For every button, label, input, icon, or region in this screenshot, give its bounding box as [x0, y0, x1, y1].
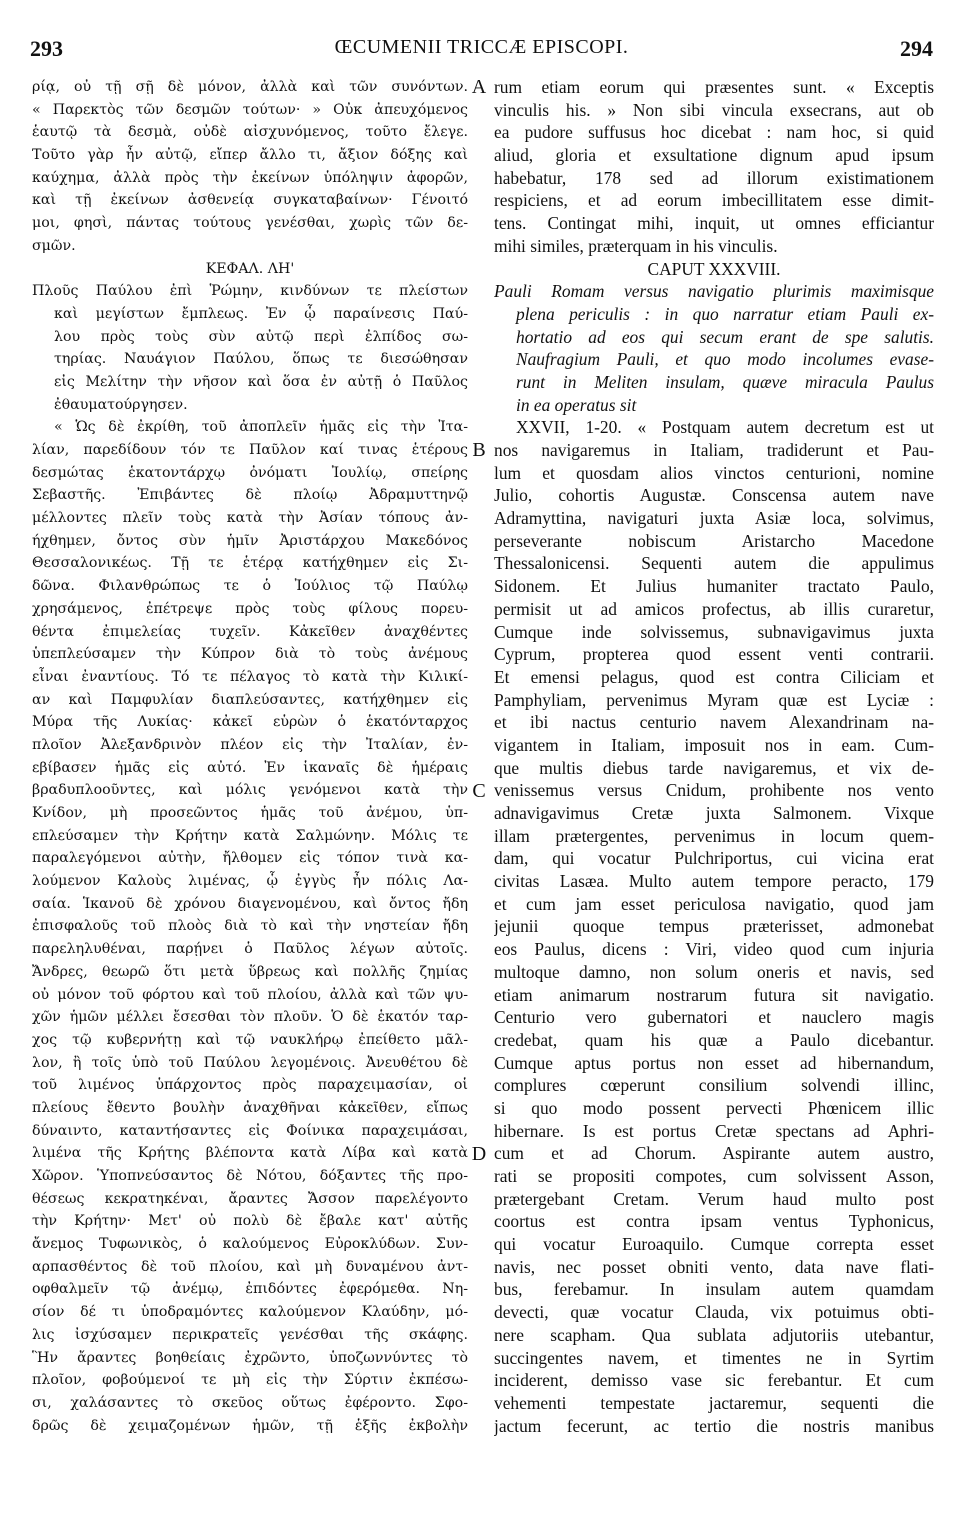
greek-text-line: βραδυπλοοῦντες, καὶ μόλις γενόμενοι κατὰ τὴν: [32, 782, 468, 799]
right-page-number: 294: [900, 36, 933, 61]
section-marker: A: [471, 76, 487, 98]
latin-text-line: Julio, cohortis Augustæ. Conscensa autem nave: [494, 485, 934, 506]
greek-text-line: λον, ἢ τοῖς ὑπὸ τοῦ Παύλου λεγομένοις. Ἀνευθέτου δὲ: [32, 1054, 468, 1071]
latin-text-line: prætergebant Cretam. Verum haud multo post: [494, 1188, 934, 1209]
latin-text-column: [494, 76, 934, 1437]
greek-text-line: « Παρεκτὸς τῶν δεσμῶν τούτων· » Οὐκ ἀπευχόμενος: [32, 101, 468, 118]
greek-text-line: λις ἰσχύσαμεν περικρατεῖς γενέσθαι τῆς σκάφης.: [32, 1326, 468, 1343]
greek-text-line: σμῶν.: [32, 237, 76, 254]
greek-text-line: τηρίας. Ναυάγιον Παύλου, ὅπως τε διεσώθησαν: [54, 351, 468, 368]
latin-text-line: etiam animarum nostrarum futura sit navigatio.: [494, 984, 934, 1005]
greek-text-line: χος τῷ κυβερνήτῃ καὶ τῷ ναυκλήρῳ ἐπείθετο μᾶλ-: [32, 1031, 468, 1048]
latin-text-line: mihi similes, præterquam in his vinculis.: [494, 235, 778, 256]
latin-text-line: perseverante nobiscum Aristarcho Macedone: [494, 530, 934, 551]
latin-text-line: venissemus versus Cnidum, prohibente nos vento: [494, 780, 934, 801]
latin-text-line: Cumque inde solvissemus, subnavigavimus juxta: [494, 621, 934, 642]
latin-text-line: rati se propositi compotes, cum solvissent Asson,: [494, 1166, 934, 1186]
latin-text-line: Thessalonicensi. Sequenti autem die appulimus: [494, 553, 934, 574]
running-title: ŒCUMENII TRICCÆ EPISCOPI.: [334, 36, 629, 58]
latin-text-line: vehementi tempestate jactaremur, sequenti die: [494, 1392, 934, 1413]
latin-text-line: que multis diebus tarde navigaremus, et vix de-: [494, 757, 934, 778]
latin-text-line: ea pudore suffusus hoc dicebat : nam hoc, si quid: [494, 122, 934, 143]
latin-text-line: jactum fecerunt, ac tertio die nostris manibus: [494, 1415, 934, 1436]
greek-text-line: ἑαυτῷ τὰ δεσμὰ, οὐδὲ αἰσχυνόμενος, τοῦτο ἔλεγε.: [32, 124, 468, 141]
latin-text-line: illam prætergentes, pervenimus in locum quem-: [494, 825, 934, 846]
latin-text-line: Centurio vero gubernatori et nauclero magis: [494, 1007, 934, 1028]
greek-text-line: δῶνα. Φιλανθρώπως τε ὁ Ἰούλιος τῷ Παύλῳ: [32, 578, 468, 595]
greek-text-line: Ἄνδρες, θεωρῶ ὅτι μετὰ ὕβρεως καὶ πολλῆς ζημίας: [32, 963, 468, 980]
latin-text-line: cum et ad Chorum. Aspirante autem austro,: [494, 1143, 934, 1164]
latin-text-line: plena periculis : in quo narratur etiam Pauli ex-: [516, 303, 934, 324]
latin-text-line: CAPUT XXXVIII.: [647, 258, 781, 279]
greek-text-line: Κνίδον, μὴ προσεῶντος ἡμᾶς τοῦ ἀνέμου, ὑπ-: [32, 805, 468, 821]
latin-text-line: hibernare. Is est portus Cretæ spectans ad Aphri-: [494, 1120, 934, 1141]
latin-text-line: runt in Meliten insulam, quæve miracula Paulus: [516, 371, 934, 392]
greek-text-line: τὴν Κρήτην· Μετ' οὐ πολὺ δὲ ἔβαλε κατ' αὐτῆς: [32, 1213, 468, 1230]
greek-text-line: Σεβαστῆς. Ἐπιβάντες δὲ πλοίῳ Ἀδραμυττηνῷ: [32, 487, 468, 504]
latin-text-line: multoque damno, non solum oneris et navis, sed: [494, 961, 934, 982]
greek-text-line: καὶ μεγίστων ἔμπλεως. Ἐν ᾧ παραίνεσις Παύ-: [54, 305, 468, 322]
greek-text-line: Ἣν ἄραντες βοηθείαις ἐχρῶντο, ὑποζωννύντες τὸ: [32, 1349, 468, 1366]
latin-text-line: Cyprum, propterea quod essent venti contrarii.: [494, 644, 934, 665]
latin-text-line: Pauli Romam versus navigatio plurimis maximisque: [494, 281, 934, 302]
greek-text-line: Θεσσαλονικέως. Τῇ τε ἑτέρᾳ κατήχθημεν εἰς Σι-: [32, 555, 468, 572]
greek-text-line: λιμένα τῆς Κρήτης βλέποντα κατὰ Λίβα καὶ κατὰ: [32, 1145, 468, 1162]
greek-text-line: δρῶς δὲ χειμαζομένων ἡμῶν, τῇ ἑξῆς ἐκβολὴν: [32, 1417, 468, 1434]
greek-text-line: δύναιντο, καταντήσαντες εἰς Φοίνικα παραχειμάσαι,: [32, 1122, 468, 1139]
greek-text-line: μέλλοντες πλεῖν τοὺς κατὰ τὴν Ἀσίαν τόπους ἀν-: [32, 510, 468, 527]
page-header: [30, 36, 933, 66]
latin-text-line: eos Paulus, dicens : Viri, video quod cum injuria: [494, 939, 934, 960]
greek-text-line: εἶναι ἐναντίους. Τό τε πέλαγος τὸ κατὰ τὴν Κιλικί-: [32, 668, 468, 685]
latin-text-line: qui vocatur Euroaquilo. Cumque correpta esset: [494, 1234, 934, 1255]
latin-text-line: complures cœperunt consilium solvendi illinc,: [494, 1075, 934, 1096]
greek-text-line: ΚΕΦΑΛ. ΛΗ': [205, 260, 295, 277]
greek-text-line: Χῶρον. Ὑποπνεύσαντος δὲ Νότου, δόξαντες τῆς προ-: [32, 1168, 468, 1184]
section-marker: B: [472, 439, 486, 462]
latin-text-line: tens. Contingat mihi, inquit, ut omnes efficiantur: [494, 213, 934, 234]
greek-text-line: λου πρὸς τοὺς σὺν αὐτῷ περὶ ἐλπίδος σω-: [54, 328, 468, 345]
greek-text-line: καὶ τῇ ἐκείνων ἀσθενείᾳ συγκαταβαίνων· Γένοιτό: [32, 192, 468, 209]
section-marker: D: [471, 1142, 487, 1165]
latin-text-line: adnavigavimus Cretæ juxta Salmonem. Vixque: [494, 803, 934, 823]
greek-text-line: χρησάμενος, ἐπέτρεψε πρὸς τοὺς φίλους πορευ-: [32, 600, 468, 617]
latin-text-line: coortus est contra ipsam ventus Typhonicus,: [494, 1211, 934, 1232]
latin-text-line: Et emensi pelagus, quod est contra Ciliciam et: [494, 666, 934, 687]
latin-text-line: si quo modo possent pervecti Phœnicem illic: [494, 1097, 934, 1118]
greek-text-line: δεσμώτας ἑκατοντάρχῳ ὀνόματι Ἰουλίῳ, σπείρης: [32, 464, 468, 481]
greek-text-line: παρεληλυθέναι, παρῄνει ὁ Παῦλος λέγων αὐτοῖς.: [32, 941, 468, 958]
latin-text-line: Cumque aptus portus non esset ad hibernandum,: [494, 1052, 934, 1073]
latin-text-line: Pamphyliam, pervenimus Myram quæ est Lyciæ :: [494, 689, 934, 710]
greek-text-line: ἄνεμος Τυφωνικὸς, ὁ καλούμενος Εὐροκλύδων. Συν-: [32, 1236, 468, 1253]
greek-text-line: πλοῖον, φοβούμενοί τε μὴ εἰς τὴν Σύρτιν ἐκπέσω-: [32, 1372, 468, 1389]
section-marker: C: [472, 779, 486, 802]
greek-text-line: Μύρα τῆς Λυκίας· κἀκεῖ εὑρὼν ὁ ἑκατόνταρχος: [32, 714, 468, 731]
greek-text-line: οὐ μόνον τοῦ φόρτου καὶ τοῦ πλοίου, ἀλλὰ καὶ τῶν ψυ-: [32, 986, 468, 1003]
latin-text-line: habebatur, 178 sed ad illorum existimationem: [494, 167, 934, 188]
latin-text-line: rum etiam eorum qui præsentes sunt. « Exceptis: [494, 77, 934, 97]
latin-text-line: nos navigaremus in Italiam, tradiderunt et Pau-: [494, 440, 934, 460]
greek-text-line: σι, χαλάσαντες τὸ σκεῦος οὕτως ἐφέροντο. Σφο-: [32, 1394, 468, 1411]
greek-text-line: ἐθαυματούργησεν.: [54, 396, 188, 413]
greek-text-line: παραλεγόμενοι αὐτὴν, ἤλθομεν εἰς τόπον τινὰ κα-: [32, 850, 468, 867]
greek-text-line: θέντα ἐπιμελείας τυχεῖν. Κἀκεῖθεν ἀναχθέντες: [32, 623, 468, 640]
latin-text-line: dam, qui vocatur Pulchriportus, cui vicina erat: [494, 848, 934, 869]
greek-text-line: Πλοῦς Παύλου ἐπὶ Ῥώμην, κινδύνων τε πλείστων: [32, 283, 468, 300]
greek-text-line: εβίβασεν ἡμᾶς εἰς αὐτό. Ἐν ἱκαναῖς δὲ ἡμέραις: [32, 759, 468, 776]
greek-text-line: λούμενον Καλοὺς λιμένας, ᾧ ἐγγὺς ἦν πόλις Λα-: [32, 873, 468, 890]
greek-text-line: ήχθημεν, ὄντος σὺν ἡμῖν Ἀριστάρχου Μακεδόνος: [32, 532, 468, 549]
greek-text-line: θέσεως κεκρατηκέναι, ἄραντες Ἄσσον παρελέγοντο: [32, 1190, 468, 1207]
greek-text-line: χῶν ἡμῶν μέλλει ἔσεσθαι τὸν πλοῦν. Ὁ δὲ ἑκατόν ταρ-: [32, 1009, 468, 1026]
latin-text-line: civitas Lasæa. Multo autem tempore peracto, 179: [494, 871, 934, 892]
latin-text-line: vigantem in Italiam, imposuit nos in eam. Cum-: [494, 734, 934, 755]
latin-text-line: navis, nec posset obniti vento, data nave flati-: [494, 1256, 934, 1277]
greek-text-column: [32, 76, 468, 1437]
greek-text-line: εἰς Μελίτην τὴν νῆσον καὶ ὅσα ἐν αὐτῇ ὁ Παῦλος: [54, 373, 468, 390]
greek-text-line: τοῦ λιμένος ὑπάρχοντος πρὸς παραχειμασίαν, οἱ: [32, 1077, 468, 1094]
left-page-number: 293: [30, 36, 63, 61]
greek-text-line: καύχημα, ἀλλὰ πρὸς τὴν ἐκείνων ὑπόληψιν ἀφορῶν,: [32, 169, 468, 186]
latin-text-line: jejunii quoque tempus præterisset, admonebat: [494, 916, 934, 937]
latin-text-line: et cum jam esset periculosa navigatio, quod jam: [494, 893, 934, 914]
latin-text-line: nere scapham. Qua sublata adjutoriis utebantur,: [494, 1324, 934, 1345]
greek-text-line: Τοῦτο γὰρ ἦν αὐτῷ, εἴπερ ἄλλο τι, ἄξιον δόξης καὶ: [32, 147, 468, 164]
latin-text-line: in ea operatus sit: [516, 394, 637, 415]
latin-text-line: credebat, quam his quæ a Paulo dicebantur.: [494, 1029, 934, 1050]
greek-text-line: σίον δέ τι ὑποδραμόντες καλούμενον Κλαύδην, μό-: [32, 1304, 468, 1321]
latin-text-line: permisit ut ad amicos profectus, ab illis curaretur,: [494, 598, 934, 619]
greek-text-line: σαία. Ἱκανοῦ δὲ χρόνου διαγενομένου, καὶ ὄντος ἤδη: [32, 895, 468, 912]
latin-text-line: lum et quosdam alios vinctos centurioni, nomine: [494, 462, 934, 483]
latin-text-line: inciderent, demisso vase sic ferebantur. Et cum: [494, 1370, 934, 1391]
latin-text-line: respiciens, et ad eorum imbecillitatem esse dimit-: [494, 190, 934, 211]
greek-text-line: λίαν, παρεδίδουν τόν τε Παῦλον καί τινας ἑτέρους: [32, 442, 468, 458]
greek-text-line: ἐπισφαλοῦς τοῦ πλοὸς διὰ τὸ καὶ τὴν νηστείαν ἤδη: [32, 918, 468, 935]
greek-text-line: πλείους ἔθεντο βουλὴν ἀναχθῆναι κἀκεῖθεν, εἴπως: [32, 1099, 468, 1116]
latin-text-line: vinculis his. » Non sibi vincula exsecrans, aut ob: [494, 99, 934, 120]
latin-text-line: hortatio ad eos qui secum erant de spe salutis.: [516, 326, 934, 347]
greek-text-line: μοι, φησὶ, πάντας τούτους γενέσθαι, χωρὶς τῶν δε-: [32, 215, 468, 232]
latin-text-line: XXVII, 1-20. « Postquam autem decretum est ut: [516, 417, 934, 438]
latin-text-line: devecti, quæ vocatur Clauda, vix potuimus obti-: [494, 1302, 934, 1323]
latin-text-line: Sidonem. Et Julius humaniter tractato Paulo,: [494, 576, 934, 597]
greek-text-line: αν καὶ Παμφυλίαν διαπλεύσαντες, κατήχθημεν εἰς: [32, 691, 468, 708]
greek-text-line: οφθαλμεῖν τῷ ἀνέμῳ, ἐπιδόντες ἐφερόμεθα. Νη-: [32, 1281, 468, 1298]
greek-text-line: ὑπεπλεύσαμεν τὴν Κύπρον διὰ τὸ τοὺς ἀνέμους: [32, 646, 468, 663]
latin-text-line: et ibi nactus centurio navem Alexandrinam na-: [494, 712, 934, 733]
greek-text-line: πλοῖον Ἀλεξανδρινὸν πλέον εἰς τὴν Ἰταλίαν, ἐν-: [32, 736, 468, 753]
latin-text-line: Adramyttina, navigaturi juxta Asiæ loca, solvimus,: [494, 508, 934, 529]
latin-text-line: succingentes navem, et timentes ne in Syrtim: [494, 1347, 934, 1368]
greek-text-line: ρίᾳ, οὐ τῇ σῇ δὲ μόνον, ἀλλὰ καὶ τῶν συνόντων.: [32, 79, 468, 95]
latin-text-line: aliud, gloria et exsultatione dignum apud ipsum: [494, 145, 934, 166]
latin-text-line: bus, ferebamur. In insulam autem quamdam: [494, 1279, 934, 1300]
greek-text-line: « Ὡς δὲ ἐκρίθη, τοῦ ἀποπλεῖν ἡμᾶς εἰς τὴν Ἰτα-: [54, 419, 468, 436]
latin-text-line: Naufragium Pauli, et quo modo incolumes evase-: [516, 349, 934, 370]
greek-text-line: επλεύσαμεν τὴν Κρήτην κατὰ Σαλμώνην. Μόλις τε: [32, 827, 468, 844]
greek-text-line: αρπασθέντος δὲ τοῦ πλοίου, καὶ μὴ δυναμένου ἀντ-: [32, 1258, 468, 1275]
